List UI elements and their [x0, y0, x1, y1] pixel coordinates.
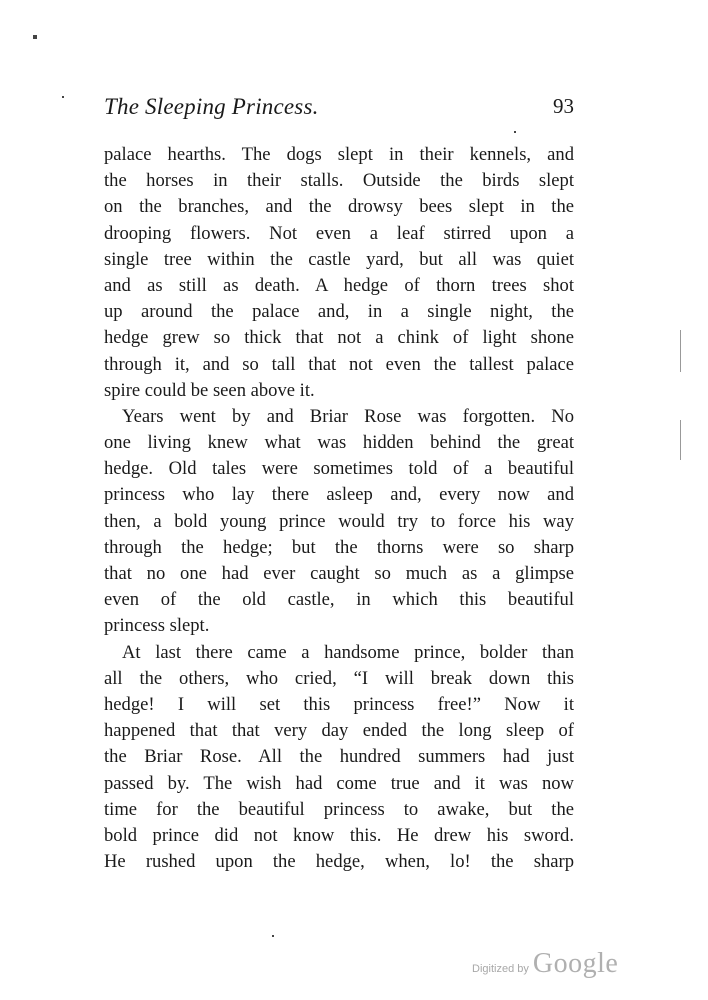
text-line: through it, and so tall that not even the tallest palace: [104, 353, 574, 375]
text-line: even of the old castle, in which this beautiful: [104, 589, 574, 611]
text-line: hedge. Old tales were sometimes told of a beautiful: [104, 458, 574, 480]
text-line: on the branches, and the drowsy bees slept in the: [104, 196, 574, 218]
text-line: and as still as death. A hedge of thorn trees shot: [104, 274, 574, 296]
text-line: hedge grew so thick that not a chink of light shone: [104, 327, 574, 349]
scan-speck: [272, 935, 274, 937]
scan-margin-line: [680, 330, 681, 372]
text-line: At last there came a handsome prince, bolder than: [122, 641, 574, 663]
watermark-prefix: Digitized by: [472, 963, 529, 975]
body-text: [104, 142, 574, 875]
scan-speck: [514, 131, 516, 133]
text-line: the horses in their stalls. Outside the birds slept: [104, 170, 574, 192]
text-line: hedge! I will set this princess free!” Now it: [104, 693, 574, 715]
text-line: He rushed upon the hedge, when, lo! the sharp: [104, 851, 574, 873]
text-line: up around the palace and, in a single night, the: [104, 301, 574, 323]
text-line: that no one had ever caught so much as a glimpse: [104, 563, 574, 584]
text-line: Years went by and Briar Rose was forgotten. No: [122, 405, 574, 427]
text-line: single tree within the castle yard, but all was quiet: [104, 248, 574, 270]
text-line: time for the beautiful princess to awake, but the: [104, 798, 574, 820]
page-number: 93: [553, 94, 574, 118]
text-line: passed by. The wish had come true and it was now: [104, 772, 574, 794]
google-logo: Google: [532, 948, 619, 979]
text-line: one living knew what was hidden behind the great: [104, 432, 574, 454]
text-line: bold prince did not know this. He drew his sword.: [104, 824, 574, 846]
text-line: happened that that very day ended the long sleep of: [104, 720, 574, 742]
scan-speck: [33, 35, 37, 39]
scan-speck: [62, 96, 64, 98]
text-line: spire could be seen above it.: [104, 379, 315, 401]
text-line: princess slept.: [104, 615, 210, 637]
digitized-watermark: [472, 948, 618, 982]
page-title: The Sleeping Princess.: [104, 94, 319, 119]
text-line: through the hedge; but the thorns were so sharp: [104, 536, 574, 558]
text-line: palace hearths. The dogs slept in their kennels, and: [104, 144, 574, 165]
text-line: then, a bold young prince would try to force his way: [104, 510, 574, 532]
text-line: drooping flowers. Not even a leaf stirred upon a: [104, 222, 574, 244]
text-line: princess who lay there asleep and, every now and: [104, 484, 574, 506]
running-head: [104, 94, 574, 126]
scan-margin-line: [680, 420, 681, 460]
text-line: all the others, who cried, “I will break down this: [104, 667, 574, 689]
text-line: the Briar Rose. All the hundred summers had just: [104, 746, 574, 768]
